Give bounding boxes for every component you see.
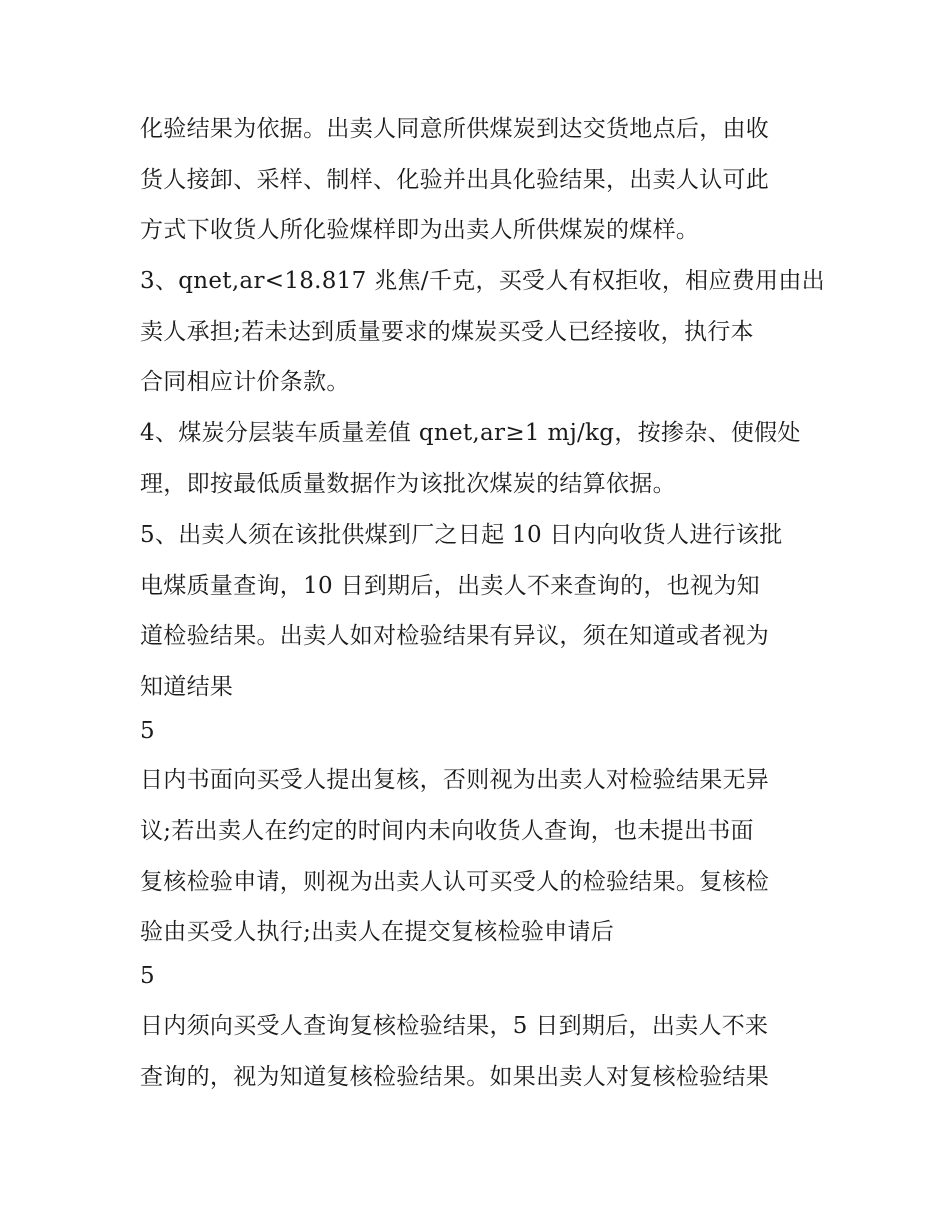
text-line: 验由买受人执行;出卖人在提交复核检验申请后	[140, 919, 615, 945]
text-line: 货人接卸、采样、制样、化验并出具化验结果，出卖人认可此	[140, 167, 770, 193]
text-line: 化验结果为依据。出卖人同意所供煤炭到达交货地点后，由收	[140, 116, 770, 142]
text-line: 5、出卖人须在该批供煤到厂之日起 10 日内向收货人进行该批	[140, 522, 783, 548]
text-line: 查询的，视为知道复核检验结果。如果出卖人对复核检验结果	[140, 1064, 770, 1090]
text-line: 5	[140, 963, 155, 989]
text-line: 理，即按最低质量数据作为该批次煤炭的结算依据。	[140, 471, 676, 497]
text-line: 电煤质量查询，10 日到期后，出卖人不来查询的，也视为知	[140, 573, 760, 599]
text-line: 复核检验申请，则视为出卖人认可买受人的检验结果。复核检	[140, 869, 770, 895]
text-line: 道检验结果。出卖人如对检验结果有异议，须在知道或者视为	[140, 623, 770, 649]
text-line: 卖人承担;若未达到质量要求的煤炭买受人已经接收，执行本	[140, 319, 754, 345]
text-line: 议;若出卖人在约定的时间内未向收货人查询，也未提出书面	[140, 818, 754, 844]
text-line: 方式下收货人所化验煤样即为出卖人所供煤炭的煤样。	[140, 217, 700, 243]
text-line: 3、qnet,ar<18.817 兆焦/千克，买受人有权拒收，相应费用由出	[140, 268, 825, 294]
text-line: 4、煤炭分层装车质量差值 qnet,ar≥1 mj/kg，按掺杂、使假处	[140, 420, 801, 446]
text-line: 知道结果	[140, 674, 234, 700]
text-line: 5	[140, 718, 155, 744]
text-line: 合同相应计价条款。	[140, 369, 350, 395]
text-line: 日内须向买受人查询复核检验结果，5 日到期后，出卖人不来	[140, 1013, 769, 1039]
text-line: 日内书面向买受人提出复核，否则视为出卖人对检验结果无异	[140, 767, 770, 793]
